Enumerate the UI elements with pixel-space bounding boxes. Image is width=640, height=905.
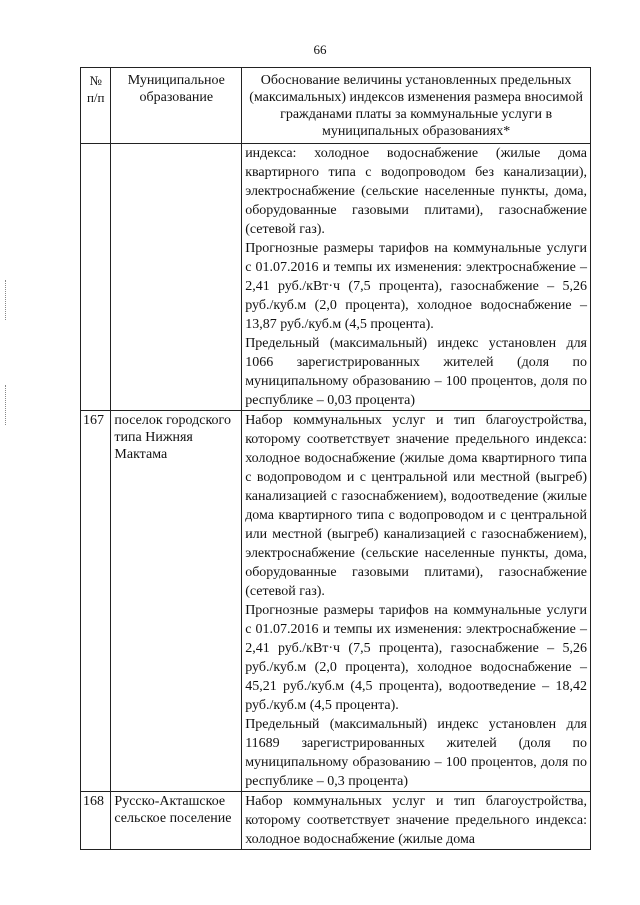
row-justification-cell <box>242 144 591 411</box>
table-header-row <box>81 68 591 144</box>
row-municipality: поселок городского типа Нижняя Мактама <box>111 411 242 792</box>
justification-paragraph: Набор коммунальных услуг и тип благоустройства, которому соответствует значение предельного индекса: холодное водоснабжение (жилые дома <box>245 794 587 847</box>
left-margin-mark <box>5 385 8 425</box>
tariff-justification-table <box>80 67 591 850</box>
header-municipality: Муниципальное образование <box>111 68 242 144</box>
table-row-continuation <box>81 144 591 411</box>
justification-paragraph: индекса: холодное водоснабжение (жилые дома квартирного типа с водопроводом без канализации), электроснабжение (сельские населенные пункты, дома, оборудованные газовыми плитами), газоснабжение (сетевой газ). <box>245 146 587 237</box>
row-justification-cell <box>242 792 591 850</box>
row-justification-cell <box>242 411 591 792</box>
page-number: 66 <box>313 42 327 57</box>
row-municipality-cell <box>111 144 242 411</box>
left-margin-mark <box>5 280 8 320</box>
row-number: 167 <box>81 411 111 792</box>
justification-paragraph: Набор коммунальных услуг и тип благоустройства, которому соответствует значение предельного индекса: холодное водоснабжение (жилые дома квартирного типа с водопроводом и с центральной или местной (выгреб) канализацией с газоснабжением), водоотведение (жилые дома квартирного типа с водопроводом и с центральной или местной (выгреб) канализацией с газоснабжением), электроснабжение (сельские населенные пункты, дома, оборудованные газовыми плитами), газоснабжение (сетевой газ). <box>245 413 587 599</box>
justification-paragraph: Прогнозные размеры тарифов на коммунальные услуги с 01.07.2016 и темпы их изменения: электроснабжение – 2,41 руб./кВт·ч (7,5 процента), газоснабжение – 5,26 руб./куб.м (2,0 процента), холодное водоснабжение – 13,87 руб./куб.м (4,5 процента). <box>245 241 587 332</box>
row-number-cell <box>81 144 111 411</box>
row-municipality: Русско-Акташское сельское поселение <box>111 792 242 850</box>
header-number: № п/п <box>81 68 111 144</box>
header-justification: Обоснование величины установленных предельных (максимальных) индексов изменения размера вносимой гражданами платы за коммунальные услуги в муниципальных образованиях* <box>242 68 591 144</box>
justification-paragraph: Предельный (максимальный) индекс установлен для 11689 зарегистрированных жителей (доля по муниципальному образованию – 100 процентов, доля по республике – 0,3 процента) <box>245 717 587 789</box>
table-row <box>81 411 591 792</box>
row-number: 168 <box>81 792 111 850</box>
table-row <box>81 792 591 850</box>
justification-paragraph: Предельный (максимальный) индекс установлен для 1066 зарегистрированных жителей (доля по муниципальному образованию – 100 процентов, доля по республике – 0,03 процента) <box>245 336 587 408</box>
justification-paragraph: Прогнозные размеры тарифов на коммунальные услуги с 01.07.2016 и темпы их изменения: электроснабжение – 2,41 руб./кВт·ч (7,5 процента), газоснабжение – 5,26 руб./куб.м (2,0 процента), холодное водоснабжение – 45,21 руб./куб.м (4,5 процента), водоотведение – 18,42 руб./куб.м (4,5 процента). <box>245 603 587 713</box>
